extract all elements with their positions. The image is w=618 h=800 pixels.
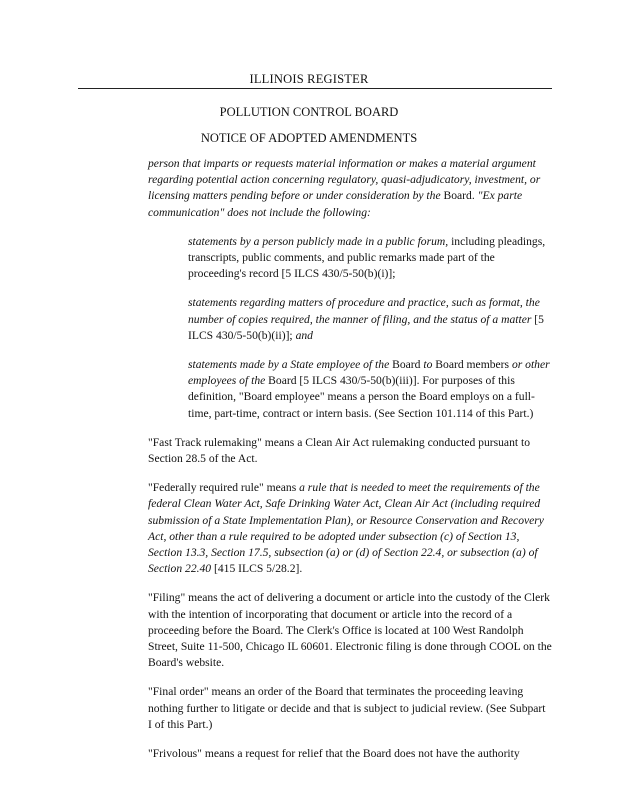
paragraph-ex-parte-definition: person that imparts or requests material information or makes a material argument regarding potential action concerning regulatory, quasi-adjudicatory, investment, or licensing matters pending before or under consideration by the Board. "Ex parte communication" does not include the following: (148, 157, 541, 219)
agency-name: POLLUTION CONTROL BOARD (219, 105, 399, 119)
notice-title: NOTICE OF ADOPTED AMENDMENTS (200, 131, 418, 145)
paragraph-filing: "Filing" means the act of delivering a document or article into the custody of the Clerk with the intention of incorporating that document or article into the record of a proceeding before the Board. The Clerk's Office is located at 100 West Randolph Street, Suite 11-500, Chicago IL 60601. Electronic filing is done through COOL on the Board's website. (148, 591, 552, 670)
ex-parte-exclusion-2: statements regarding matters of procedure and practice, such as format, the number of copies required, the manner of filing, and the status of a matter [5 ILCS 430/5-50(b)(ii)]; and (188, 296, 544, 342)
register-title: ILLINOIS REGISTER (249, 72, 369, 86)
paragraph-federally-required-rule: "Federally required rule" means a rule that is needed to meet the requirements of the federal Clean Water Act, Safe Drinking Water Act, Clean Air Act (including required submission of a State Implementation Plan), or Resource Conservation and Recovery Act, other than a rule required to be adopted under subsection (c) of Section 13, Section 13.3, Section 17.5, subsection (a) or (d) of Section 22.4, or subsection (a) of Section 22.40 [415 ILCS 5/28.2]. (148, 481, 544, 576)
header-rule (78, 88, 552, 89)
paragraph-frivolous: "Frivolous" means a request for relief that the Board does not have the authority (148, 747, 520, 761)
ex-parte-exclusion-3: statements made by a State employee of the Board to Board members or other employees of the Board [5 ILCS 430/5-50(b)(iii)]. For purposes of this definition, "Board employee" means a person the Board employs on a full-time, part-time, contract or intern basis. (See Section 101.114 of this Part.) (188, 358, 550, 420)
ex-parte-exclusion-1: statements by a person publicly made in a public forum, including pleadings, transcripts, public comments, and public remarks made part of the proceeding's record [5 ILCS 430/5-50(b)(i)]; (188, 234, 546, 281)
document-body (148, 156, 552, 775)
paragraph-fast-track: "Fast Track rulemaking" means a Clean Air Act rulemaking conducted pursuant to Section 28.5 of the Act. (148, 435, 530, 466)
paragraph-final-order: "Final order" means an order of the Board that terminates the proceeding leaving nothing further to litigate or decide and that is subject to judicial review. (See Subpart I of this Part.) (148, 685, 546, 731)
